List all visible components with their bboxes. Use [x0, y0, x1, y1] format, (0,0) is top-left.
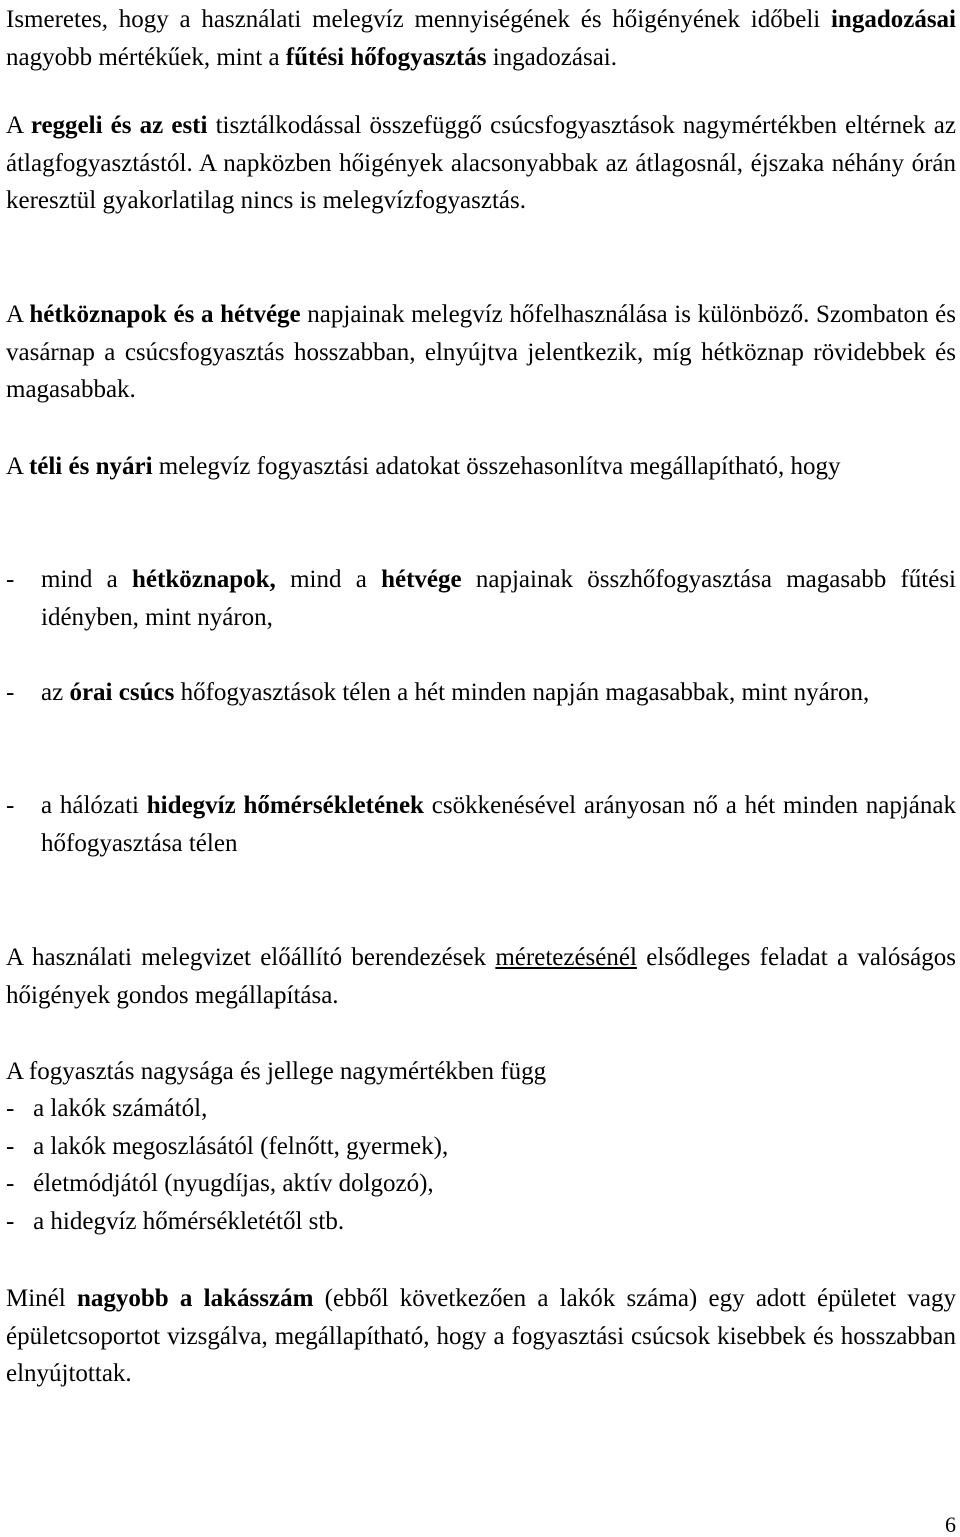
- underlined-phrase: méretezésénél: [495, 944, 637, 971]
- bold-phrase: reggeli és az esti: [30, 112, 208, 139]
- list-dash: -: [6, 566, 15, 593]
- bold-phrase: hétvége: [381, 566, 462, 593]
- paragraph-winter-summer: A téli és nyári melegvíz fogyasztási adatokat összehasonlítva megállapítható, hogy: [6, 453, 841, 480]
- list-dash: -: [6, 792, 15, 819]
- paragraph-dwelling-count: Minél nagyobb a lakásszám (ebből következően a lakók száma) egy adott épületet vagy épületcsoportot vizsgálva, megállapítható, hogy a fogyasztási csúcsok kisebbek és hosszabban elnyújtottak.: [6, 1285, 957, 1387]
- list-item-text: mind a hétköznapok, mind a hétvége napjainak összhőfogyasztása magasabb fűtési idényben, mint nyáron,: [41, 566, 956, 631]
- list-item-text: az órai csúcs hőfogyasztások télen a hét minden napján magasabbak, mint nyáron,: [41, 679, 870, 706]
- bold-phrase: téli és nyári: [28, 453, 153, 480]
- paragraph-intro: Ismeretes, hogy a használati melegvíz mennyiségének és hőigényének időbeli ingadozásai nagyobb mértékűek, mint a fűtési hőfogyasztás ingadozásai.: [6, 6, 956, 71]
- paragraph-consumption-factors: A fogyasztás nagysága és jellege nagymértékben függ: [6, 1058, 547, 1085]
- factor-list-item: - életmódjától (nyugdíjas, aktív dolgozó),: [6, 1170, 434, 1197]
- bold-phrase: hétköznapok,: [132, 566, 276, 593]
- paragraph-sizing: A használati melegvizet előállító berendezések méretezésénél elsődleges feladat a valóságos hőigények gondos megállapítása.: [6, 944, 956, 1009]
- bold-phrase: hétköznapok és a hétvége: [29, 301, 301, 328]
- bold-phrase: órai csúcs: [69, 679, 175, 706]
- list-dash: -: [6, 679, 15, 706]
- list-item-text: a hálózati hidegvíz hőmérsékletének csökkenésével arányosan nő a hét minden napjának hőfogyasztása télen: [41, 792, 956, 857]
- bold-phrase: ingadozásai: [830, 6, 956, 33]
- bold-phrase: fűtési hőfogyasztás: [285, 43, 487, 71]
- factor-list-item: - a lakók számától,: [6, 1095, 208, 1122]
- factor-list-item: - a lakók megoszlásától (felnőtt, gyermek),: [6, 1133, 449, 1160]
- paragraph-daily-peaks: A reggeli és az esti tisztálkodással összefüggő csúcsfogyasztások nagymértékben eltérnek az átlagfogyasztástól. A napközben hőigények alacsonyabbak az átlagosnál, éjszaka néhány órán keresztül gyakorlatilag nincs is melegvízfogyasztás.: [6, 112, 956, 214]
- page-number: 6: [945, 1512, 956, 1537]
- factor-list-item: - a hidegvíz hőmérsékletétől stb.: [6, 1208, 345, 1235]
- bold-phrase: nagyobb a lakásszám: [76, 1285, 314, 1312]
- bold-phrase: hidegvíz hőmérsékletének: [146, 792, 424, 819]
- paragraph-weekday-weekend: A hétköznapok és a hétvége napjainak melegvíz hőfelhasználása is különböző. Szombaton és vasárnap a csúcsfogyasztás hosszabban, elnyújtva jelentkezik, míg hétköznap rövidebbek és magasabbak.: [6, 301, 956, 403]
